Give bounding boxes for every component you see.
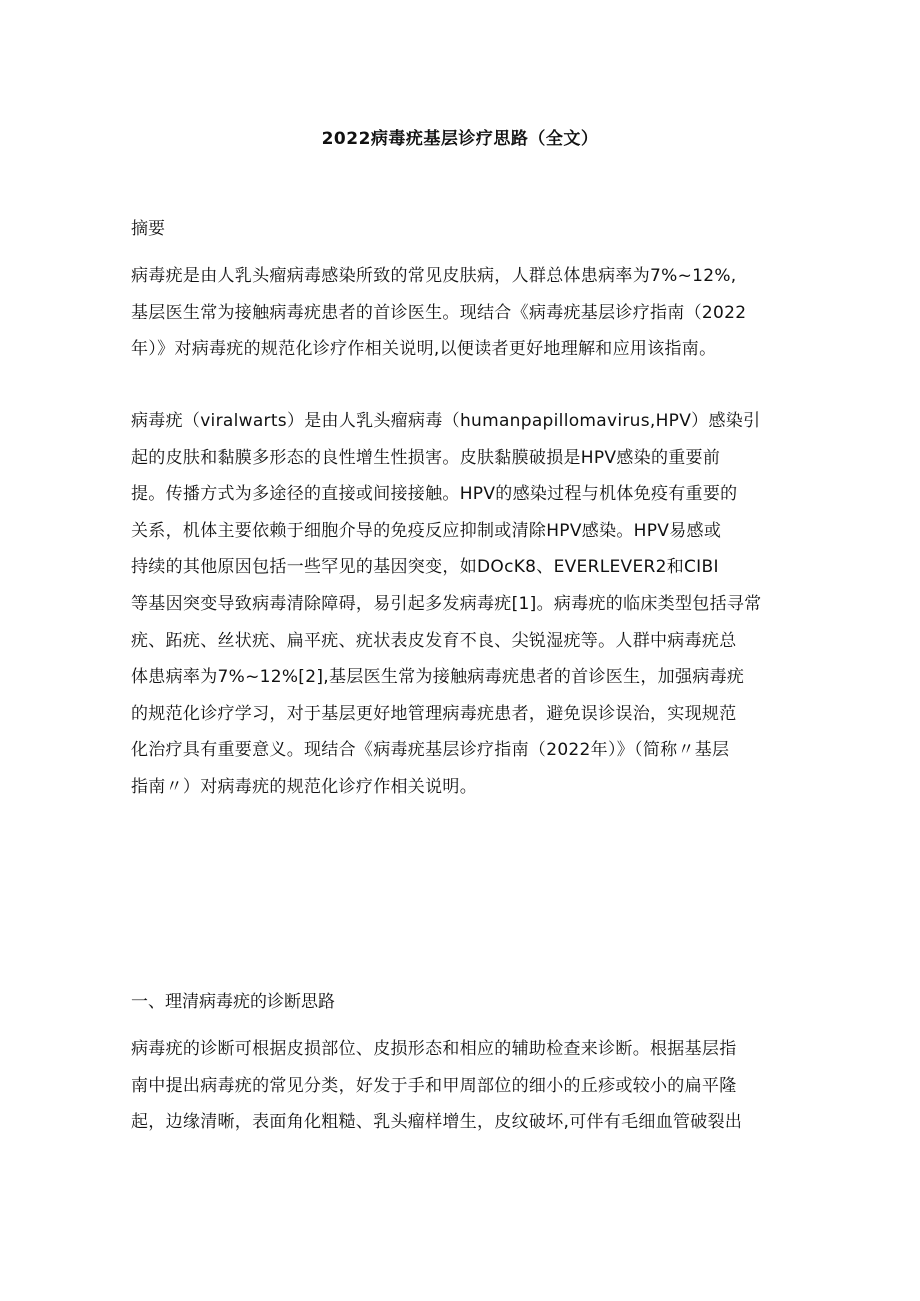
paragraph-line: 持续的其他原因包括一些罕见的基因突变，如DOcK8、EVERLEVER2和CIBI <box>131 557 719 578</box>
section1-paragraph <box>131 1037 801 1147</box>
paragraph-line: 等基因突变导致病毒清除障碍，易引起多发病毒疣[1]。病毒疣的临床类型包括寻常 <box>131 593 762 614</box>
paragraph-line: 病毒疣是由人乳头瘤病毒感染所致的常见皮肤病，人群总体患病率为7%~12%, <box>131 266 737 286</box>
paragraph-line: 起，边缘清晰，表面角化粗糙、乳头瘤样增生，皮纹破坏,可伴有毛细血管破裂出 <box>131 1112 743 1133</box>
paragraph-line: 的规范化诊疗学习，对于基层更好地管理病毒疣患者，避免误诊误治，实现规范 <box>131 703 737 724</box>
paragraph-line: 年）》对病毒疣的规范化诊疗作相关说明,以便读者更好地理解和应用该指南。 <box>131 339 717 360</box>
paragraph-line: 病毒疣的诊断可根据皮损部位、皮损形态和相应的辅助检查来诊断。根据基层指 <box>131 1039 737 1059</box>
paragraph-line: 疣、跖疣、丝状疣、扁平疣、疣状表皮发育不良、尖锐湿疣等。人群中病毒疣总 <box>131 630 737 651</box>
paragraph-line: 关系，机体主要依赖于细胞介导的免疫反应抑制或清除HPV感染。HPV易感或 <box>131 520 722 541</box>
intro-paragraph <box>131 409 801 812</box>
paragraph-line: 起的皮肤和黏膜多形态的良性增生性损害。皮肤黏膜破损是HPV感染的重要前 <box>131 447 721 468</box>
abstract-paragraph <box>131 264 801 374</box>
paragraph-line: 病毒疣（viralwarts）是由人乳头瘤病毒（humanpapillomavirus,HPV）感染引 <box>131 411 761 431</box>
paragraph-line: 指南〃）对病毒疣的规范化诊疗作相关说明。 <box>131 776 477 797</box>
document-title: 2022病毒疣基层诊疗思路（全文） <box>321 129 599 149</box>
abstract-heading: 摘要 <box>131 219 165 239</box>
paragraph-line: 体患病率为7%~12%[2],基层医生常为接触病毒疣患者的首诊医生，加强病毒疣 <box>131 667 745 688</box>
section-heading: 一、理清病毒疣的诊断思路 <box>131 992 335 1012</box>
paragraph-line: 提。传播方式为多途径的直接或间接接触。HPV的感染过程与机体免疫有重要的 <box>131 484 738 505</box>
paragraph-line: 南中提出病毒疣的常见分类，好发于手和甲周部位的细小的丘疹或较小的扁平隆 <box>131 1075 737 1096</box>
paragraph-line: 基层医生常为接触病毒疣患者的首诊医生。现结合《病毒疣基层诊疗指南（2022 <box>131 302 747 323</box>
paragraph-line: 化治疗具有重要意义。现结合《病毒疣基层诊疗指南（2022年）》（简称〃基层 <box>131 740 730 761</box>
